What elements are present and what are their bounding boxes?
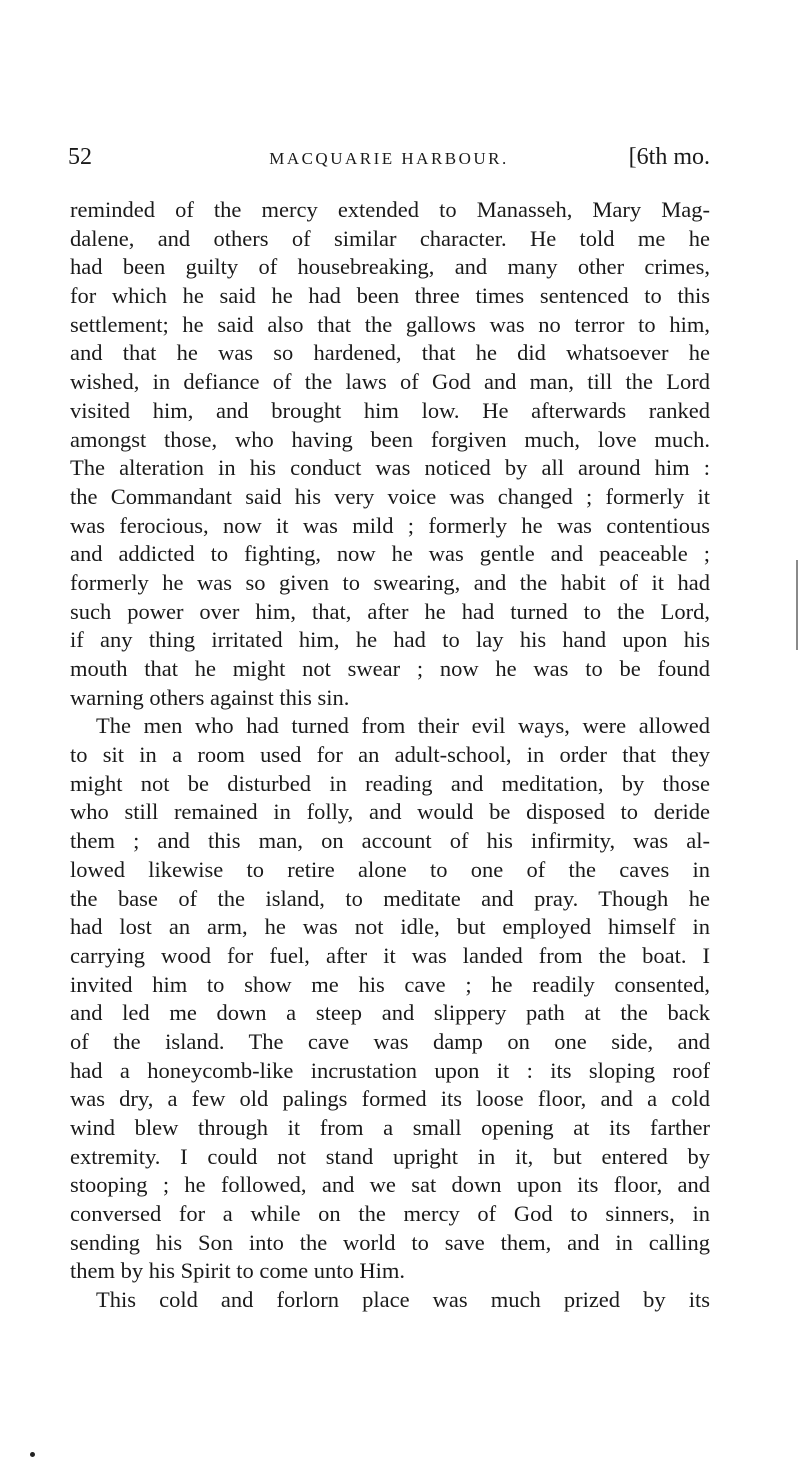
- text-line: The alteration in his conduct was noticed by all around him :: [70, 455, 710, 481]
- scan-speck: [30, 1452, 35, 1457]
- paragraph-end-line: warning others against this sin.: [70, 684, 350, 710]
- text-line: wind blew through it from a small opening at its farther: [70, 1115, 710, 1140]
- text-line: amongst those, who having been forgiven much, love much.: [70, 426, 710, 452]
- text-line: who still remained in folly, and would be disposed to deride: [70, 799, 710, 825]
- text-line: such power over him, that, after he had turned to the Lord,: [70, 598, 710, 624]
- text-line: extremity. I could not stand upright in it, but entered by: [70, 1143, 710, 1169]
- paragraph-end-line: them by his Spirit to come unto Him.: [70, 1258, 405, 1284]
- text-line: sending his Son into the world to save them, and in calling: [70, 1229, 710, 1255]
- text-line: them ; and this man, on account of his infirmity, was al-: [70, 828, 710, 854]
- text-line: had been guilty of housebreaking, and many other crimes,: [70, 254, 710, 280]
- section-marker: [6th mo.: [628, 144, 710, 170]
- text-line: dalene, and others of similar character. He told me he: [70, 225, 710, 251]
- paragraph-start-line: The men who had turned from their evil ways, were allowed: [96, 713, 710, 739]
- text-line: visited him, and brought him low. He afterwards ranked: [70, 397, 710, 423]
- text-line: the base of the island, to meditate and pray. Though he: [70, 885, 710, 911]
- text-line: was ferocious, now it was mild ; formerly he was contentious: [70, 512, 710, 538]
- text-line: and led me down a steep and slippery path at the back: [70, 1000, 710, 1026]
- text-line: of the island. The cave was damp on one side, and: [70, 1028, 710, 1054]
- running-title: MACQUARIE HARBOUR.: [269, 149, 509, 168]
- text-line: the Commandant said his very voice was changed ; formerly it: [70, 483, 710, 509]
- text-line: had a honeycomb-like incrustation upon it : its sloping roof: [70, 1057, 710, 1083]
- text-line: had lost an arm, he was not idle, but employed himself in: [70, 914, 710, 940]
- text-line: to sit in a room used for an adult-school, in order that they: [70, 742, 710, 768]
- text-line: invited him to show me his cave ; he readily consented,: [70, 971, 710, 997]
- text-line: formerly he was so given to swearing, and the habit of it had: [70, 569, 710, 595]
- text-line: mouth that he might not swear ; now he was to be found: [70, 656, 710, 681]
- scan-edge-mark: [796, 560, 798, 650]
- text-line: stooping ; he followed, and we sat down upon its floor, and: [70, 1172, 710, 1198]
- page-number: 52: [68, 144, 92, 170]
- text-line: if any thing irritated him, he had to lay his hand upon his: [70, 627, 710, 653]
- text-line: and addicted to fighting, now he was gentle and peaceable ;: [70, 541, 710, 567]
- text-line: carrying wood for fuel, after it was landed from the boat. I: [70, 942, 710, 968]
- text-line: was dry, a few old palings formed its loose floor, and a cold: [70, 1086, 710, 1112]
- text-line: lowed likewise to retire alone to one of the caves in: [70, 856, 710, 882]
- text-line: reminded of the mercy extended to Manasseh, Mary Mag-: [70, 197, 710, 222]
- text-line: wished, in defiance of the laws of God and man, till the Lord: [70, 369, 710, 395]
- text-line: might not be disturbed in reading and meditation, by those: [70, 770, 710, 796]
- text-line: and that he was so hardened, that he did whatsoever he: [70, 340, 710, 366]
- body-text: [70, 196, 710, 1315]
- page-header: [68, 144, 710, 178]
- text-line: settlement; he said also that the gallows was no terror to him,: [70, 311, 710, 337]
- text-line: for which he said he had been three times sentenced to this: [70, 283, 710, 309]
- text-line: conversed for a while on the mercy of God to sinners, in: [70, 1201, 710, 1227]
- paragraph-start-line: This cold and forlorn place was much prized by its: [96, 1287, 710, 1313]
